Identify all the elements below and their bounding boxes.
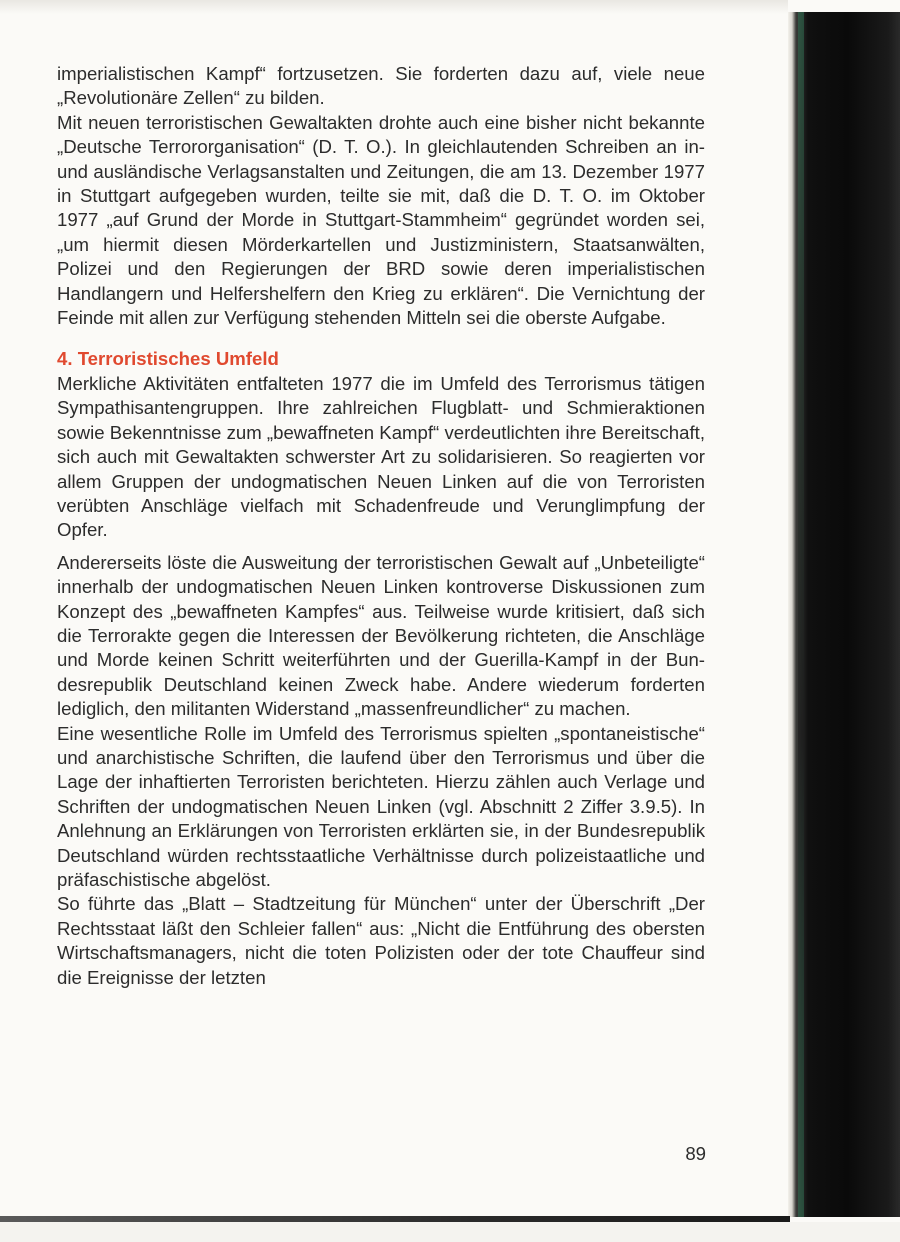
- book-binding-edge: [788, 12, 900, 1217]
- section-title: Terroristisches Umfeld: [77, 348, 279, 370]
- page-number: 89: [685, 1143, 706, 1164]
- intro-paragraph: imperialistischen Kampf“ fortzusetzen. Sie forderten dazu auf, viele neue „Revolutionäre Zellen“ zu bilden.: [57, 63, 705, 109]
- paragraph-umfeld-3: Eine wesentliche Rolle im Umfeld des Terrorismus spielten „spontaneistische“ und anarchistische Schriften, die laufend über den Terrorismus und über die Lage der inhaftierten Terroristen berichteten. Hierzu zählen auch Verlage und Schriften der undogmatischen Neuen Linken (vgl. Abschnitt 2 Ziffer 3.9.5). In Anlehnung an Erklärungen von Terroristen erklärten sie, in der Bundesrepublik Deutschland würden rechtsstaatliche Verhältnisse durch polizeistaatliche und präfaschistische abgelöst.: [57, 722, 705, 890]
- paragraph-umfeld-1: Merkliche Aktivitäten entfalteten 1977 die im Umfeld des Terrorismus tätigen Sympathisantengruppen. Ihre zahlreichen Flugblatt- und Schmieraktionen sowie Bekenntnisse zum „bewaffneten Kampf“ verdeutlichten ihre Bereitschaft, sich auch mit Gewaltakten schwerster Art zu solidarisieren. So reagierten vor allem Gruppen der undogmatischen Neuen Linken auf die von Terroristen verübten Anschläge vielfach mit Schadenfreude und Verunglimpfung der Opfer.: [57, 372, 705, 541]
- page-top-shadow: [0, 0, 788, 14]
- page-bottom-margin: [0, 1222, 900, 1242]
- section-number: 4.: [57, 348, 73, 370]
- paragraph-umfeld-2: Andererseits löste die Ausweitung der terroristischen Gewalt auf „Unbeteiligte“ innerhalb der undogmatischen Neuen Linken kontroverse Diskussionen zum Konzept des „bewaffneten Kampfes“ aus. Teilweise wurde kritisiert, daß sich die Terrorakte gegen die Interessen der Bevölkerung richteten, die Anschläge und Morde keinen Schritt weiterführten und der Guerilla-Kampf in der Bundesrepublik Deutschland keinen Zweck habe. Andere wiederum forderten lediglich, den militanten Widerstand „massenfreundlicher“ zu machen.: [57, 551, 705, 720]
- page-body: [57, 62, 705, 990]
- paragraph-dto: Mit neuen terroristischen Gewaltakten drohte auch eine bisher nicht bekannte „Deutsche Terrororganisation“ (D. T. O.). In gleichlautenden Schreiben an in- und ausländische Verlagsanstalten und Zeitungen, die am 13. Dezember 1977 in Stuttgart aufgegeben wurden, teilte sie mit, daß die D. T. O. im Oktober 1977 „auf Grund der Morde in Stuttgart-Stammheim“ gegründet worden sei, „um hiermit diesen Mörderkartellen und Justizministern, Staatsanwälten, Polizei und den Regierungen der BRD sowie deren imperialistischen Handlangern und Helfershelfern den Krieg zu erklären“. Die Vernichtung der Feinde mit allen zur Verfügung stehenden Mitteln sei die oberste Aufgabe.: [57, 111, 705, 329]
- section-heading: [57, 347, 705, 371]
- paragraph-umfeld-4: So führte das „Blatt – Stadtzeitung für München“ unter der Überschrift „Der Rechtsstaat läßt den Schleier fallen“ aus: „Nicht die Entführung des obersten Wirtschaftsmanagers, nicht die toten Polizisten oder der tote Chauffeur sind die Ereignisse der letzten: [57, 893, 705, 988]
